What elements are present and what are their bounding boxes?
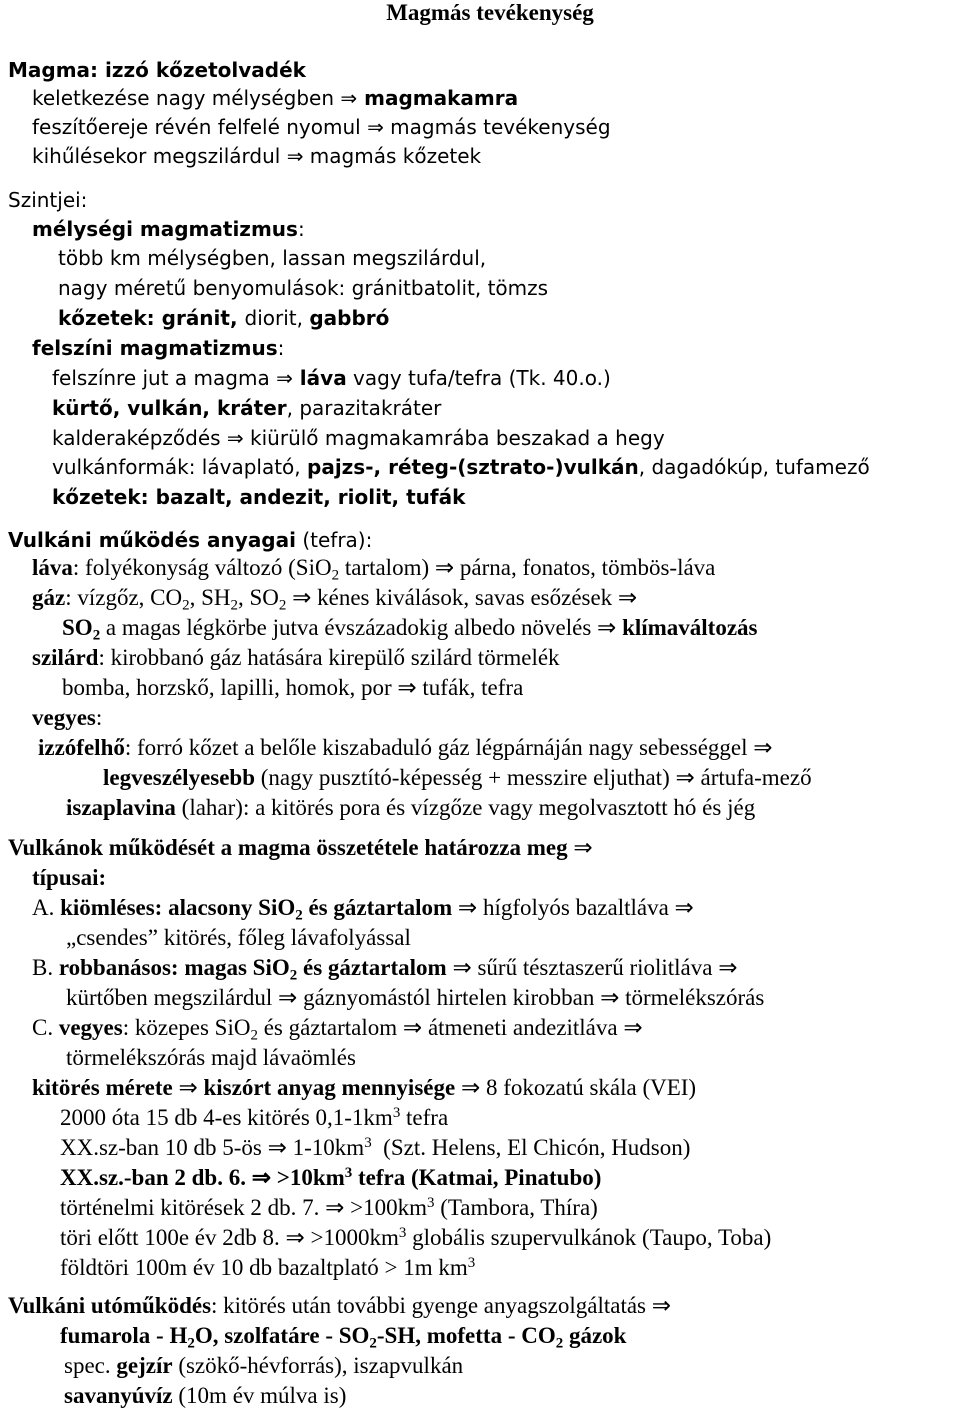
text-line <box>60 1321 626 1351</box>
text-span: (nagy pusztító-képesség + messzire eljuthat) ⇒ ártufa-mező <box>255 765 812 790</box>
text-line <box>8 1291 671 1321</box>
text-span: kőzetek: bazalt, andezit, riolit, tufák <box>52 485 466 509</box>
implies-arrow-icon: ⇒ <box>367 115 384 139</box>
text-span: törmelékszórás majd lávaömlés <box>66 1045 356 1070</box>
page-title: Magmás tevékenység <box>386 0 594 25</box>
text-span: ⇒ 8 fokozatú skála (VEI) <box>455 1075 697 1100</box>
text-line <box>32 893 694 923</box>
text-span: Magma: izzó kőzetolvadék <box>8 58 306 82</box>
text-span: O, szolfatáre - SO <box>194 1323 370 1348</box>
text-span: kitörés mérete <box>32 1075 173 1100</box>
superscript: 3 <box>398 1224 407 1241</box>
text-line <box>32 703 102 733</box>
text-line <box>8 833 593 863</box>
text-span: töri előtt 100e év 2db 8. ⇒ >1000km <box>60 1225 399 1250</box>
text-span: tefra (Katmai, Pinatubo) <box>352 1165 602 1190</box>
text-span: : folyékonyság változó (SiO <box>72 555 332 580</box>
text-span: C. <box>32 1015 59 1040</box>
text-span: típusai: <box>32 865 107 890</box>
subscript: 2 <box>187 1335 195 1352</box>
subscript: 2 <box>92 627 101 644</box>
text-span: (szökő-hévforrás), iszapvulkán <box>172 1353 464 1378</box>
text-span: felszínre jut a magma <box>52 366 277 390</box>
implies-arrow-icon: ⇒ <box>276 366 293 390</box>
text-line <box>62 673 523 703</box>
text-line <box>66 1043 356 1073</box>
text-span: gejzír <box>116 1353 173 1378</box>
text-line <box>32 1013 643 1043</box>
text-line <box>32 214 305 244</box>
text-span: nagy méretű benyomulások: gránitbatolit, tömzs <box>58 276 549 300</box>
text-span: a magas légkörbe jutva évszázadokig albedo növelés ⇒ <box>100 615 623 640</box>
text-span: (Tambora, Thíra) <box>434 1195 598 1220</box>
text-line <box>32 333 284 363</box>
text-line <box>60 1133 690 1163</box>
subscript: 2 <box>289 967 298 984</box>
text-line <box>32 643 560 673</box>
text-line <box>58 243 486 273</box>
superscript: 3 <box>426 1194 435 1211</box>
text-span: szilárd <box>32 645 99 670</box>
text-span: : kitörés után további gyenge anyagszolgáltatás ⇒ <box>211 1293 672 1318</box>
text-span: (tefra): <box>295 528 373 552</box>
text-span: kihűlésekor megszilárdul <box>32 144 287 168</box>
text-span: : vízgőz, CO <box>65 585 183 610</box>
text-span: iszaplavina <box>66 795 176 820</box>
text-span: izzófelhő <box>38 735 125 760</box>
text-line <box>32 953 738 983</box>
text-span: és gáztartalom ⇒ átmeneti andezitláva ⇒ <box>257 1015 643 1040</box>
text-span: legveszélyesebb <box>103 765 256 790</box>
text-line <box>103 763 812 793</box>
text-span: SO <box>62 615 93 640</box>
text-line <box>38 733 773 763</box>
text-line <box>52 482 465 512</box>
text-span: tefra <box>400 1105 449 1130</box>
implies-arrow-icon: ⇒ <box>286 144 304 168</box>
text-span: „csendes” kitörés, főleg lávafolyással <box>66 925 411 950</box>
text-span: kőzetek: gránit, <box>58 306 245 330</box>
text-line <box>32 112 611 142</box>
text-span: feszítőereje révén felfelé nyomul <box>32 115 368 139</box>
text-span: gáz <box>32 585 66 610</box>
text-line <box>8 185 87 215</box>
text-span: (Szt. Helens, El Chicón, Hudson) <box>371 1135 691 1160</box>
implies-arrow-icon: ⇒ <box>340 86 358 110</box>
text-line <box>32 553 715 583</box>
text-span: magmakamra <box>357 86 519 110</box>
text-span: , dagadókúp, tufamező <box>638 455 870 479</box>
text-span: B. <box>32 955 59 980</box>
text-span: XX.sz-ban 10 db 5-ös ⇒ 1-10km <box>60 1135 365 1160</box>
text-span: vagy tufa/tefra (Tk. 40.o.) <box>346 366 611 390</box>
text-span: kiszórt anyag mennyisége <box>203 1075 456 1100</box>
text-span: kürtő, vulkán, kráter <box>52 396 287 420</box>
text-line <box>32 83 518 113</box>
superscript: 3 <box>364 1134 372 1151</box>
text-span: magmás kőzetek <box>303 144 482 168</box>
text-span: robbanásos: magas SiO <box>58 955 290 980</box>
text-span: ⇒ sűrű tésztaszerű riolitláva ⇒ <box>446 955 738 980</box>
text-span: : közepes SiO <box>122 1015 251 1040</box>
text-line <box>66 793 755 823</box>
text-span: gázok <box>563 1323 627 1348</box>
text-line <box>60 1163 601 1193</box>
text-line <box>32 863 106 893</box>
text-line <box>32 141 481 171</box>
text-span: : <box>95 705 103 730</box>
text-span: , SO <box>237 585 279 610</box>
text-span: kalderaképződés <box>52 426 227 450</box>
text-span: kürtőben megszilárdul ⇒ gáznyomástól hirtelen kirobban ⇒ törmelékszórás <box>66 985 765 1010</box>
text-span: : <box>297 217 305 241</box>
text-span: : forró kőzet a belőle kiszabaduló gáz légpárnáján nagy sebességgel ⇒ <box>124 735 773 760</box>
text-line <box>62 613 758 643</box>
text-span: (lahar): a kitörés pora és vízgőze vagy megolvasztott hó és jég <box>175 795 756 820</box>
text-span: több km mélységben, lassan megszilárdul, <box>58 246 487 270</box>
text-line <box>8 55 306 85</box>
text-span: kiürülő magmakamrába beszakad a hegy <box>243 426 665 450</box>
text-line <box>8 525 372 555</box>
text-line <box>32 583 637 613</box>
text-line <box>60 1253 475 1283</box>
text-span: magmás tevékenység <box>383 115 611 139</box>
text-line <box>60 1193 598 1223</box>
implies-arrow-icon: ⇒ <box>226 426 244 450</box>
text-span: 2000 óta 15 db 4-es kitörés 0,1-1km <box>60 1105 393 1130</box>
text-span: Vulkánok működését a magma összetétele határozza meg <box>8 835 568 860</box>
text-span: fumarola - H <box>60 1323 188 1348</box>
text-span: vegyes <box>32 705 96 730</box>
text-span: ⇒ <box>567 835 593 860</box>
text-span: : <box>277 336 285 360</box>
text-span: bomba, horzskő, lapilli, homok, por ⇒ tufák, tefra <box>62 675 524 700</box>
text-span: Vulkáni működés anyagai <box>8 528 296 552</box>
text-span: kiömléses: alacsony SiO <box>60 895 296 920</box>
text-line <box>64 1381 346 1411</box>
text-line <box>60 1103 448 1133</box>
text-span: diorit, <box>244 306 310 330</box>
subscript: 2 <box>230 597 238 614</box>
subscript: 2 <box>250 1027 258 1044</box>
text-line <box>52 393 441 423</box>
text-span: gabbró <box>309 306 390 330</box>
text-span: földtöri 100m év 10 db bazaltplató > 1m km <box>60 1255 468 1280</box>
text-span: ⇒ kénes kiválások, savas esőzések ⇒ <box>286 585 638 610</box>
text-line <box>58 273 548 303</box>
text-span: felszíni magmatizmus <box>32 336 278 360</box>
subscript: 2 <box>555 1335 564 1352</box>
text-span: pajzs-, réteg-(sztrato-)vulkán <box>307 455 639 479</box>
text-span: -SH, mofetta - CO <box>376 1323 556 1348</box>
text-span: Vulkáni utóműködés <box>8 1293 212 1318</box>
text-span: spec. <box>64 1353 117 1378</box>
text-line <box>64 1351 463 1381</box>
subscript: 2 <box>295 907 303 924</box>
text-line <box>52 363 611 393</box>
text-line <box>66 983 764 1013</box>
text-span: globális szupervulkánok (Taupo, Toba) <box>406 1225 772 1250</box>
text-span: klímaváltozás <box>622 615 758 640</box>
text-span: : kirobbanó gáz hatására kirepülő szilárd törmelék <box>98 645 560 670</box>
text-span: és gáztartalom <box>302 895 453 920</box>
text-span: vegyes <box>58 1015 123 1040</box>
text-line <box>58 303 389 333</box>
text-span: és gáztartalom <box>297 955 447 980</box>
text-span: XX.sz.-ban 2 db. 6. ⇒ >10km <box>60 1165 345 1190</box>
text-span: ⇒ <box>172 1075 204 1100</box>
text-span: keletkezése nagy mélységben <box>32 86 341 110</box>
text-span: mélységi magmatizmus <box>32 217 298 241</box>
superscript: 3 <box>344 1164 353 1181</box>
subscript: 2 <box>369 1335 377 1352</box>
text-span: savanyúvíz <box>64 1383 173 1408</box>
text-span: A. <box>32 895 61 920</box>
text-span: történelmi kitörések 2 db. 7. ⇒ >100km <box>60 1195 427 1220</box>
text-span: Szintjei: <box>8 188 88 212</box>
text-span: láva <box>292 366 347 390</box>
text-span: , parazitakráter <box>286 396 442 420</box>
text-line <box>52 423 665 453</box>
text-span: láva <box>32 555 73 580</box>
text-line <box>52 452 870 482</box>
text-span: vulkánformák: lávaplató, <box>52 455 307 479</box>
text-span: ⇒ hígfolyós bazaltláva ⇒ <box>452 895 694 920</box>
subscript: 2 <box>182 597 190 614</box>
superscript: 3 <box>467 1254 476 1271</box>
text-span: , SH <box>189 585 231 610</box>
text-line <box>60 1223 771 1253</box>
text-span: tartalom) ⇒ párna, fonatos, tömbös-láva <box>339 555 716 580</box>
text-line <box>66 923 411 953</box>
superscript: 3 <box>392 1104 401 1121</box>
subscript: 2 <box>278 597 287 614</box>
text-line <box>32 1073 696 1103</box>
subscript: 2 <box>331 567 340 584</box>
text-span: (10m év múlva is) <box>172 1383 347 1408</box>
